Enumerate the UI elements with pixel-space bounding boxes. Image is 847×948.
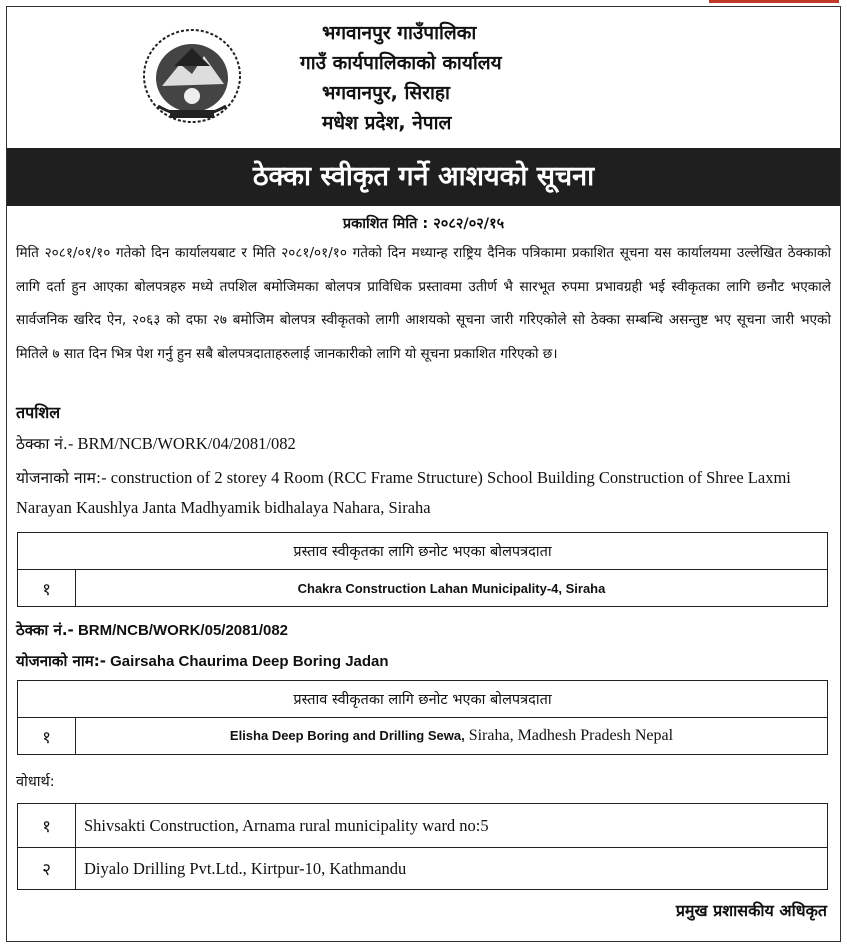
top-accent-line <box>709 0 839 3</box>
project-name-label: योजनाको नाम:- <box>16 469 107 487</box>
municipality-name: भगवानपुर गाउँपालिका <box>322 22 477 44</box>
project-name-label: योजनाको नाम:- <box>16 652 106 670</box>
bodhartha-table <box>17 803 828 890</box>
row-number: १ <box>18 804 76 848</box>
published-date: प्रकाशित मिति : २०८२/०२/१५ <box>342 216 505 232</box>
row-number: १ <box>18 570 76 607</box>
nepal-government-emblem <box>140 26 245 126</box>
contract1-project <box>16 463 831 523</box>
table-header-row <box>18 533 828 570</box>
notice-title-banner: ठेक्का स्वीकृत गर्ने आशयको सूचना <box>7 148 840 206</box>
project-name-value: Gairsaha Chaurima Deep Boring Jadan <box>105 653 389 670</box>
contract-number-value: BRM/NCB/WORK/04/2081/082 <box>73 434 296 453</box>
row-number: १ <box>18 718 76 755</box>
recipient-name: Diyalo Drilling Pvt.Ltd., Kirtpur-10, Kathmandu <box>76 848 828 890</box>
office-name: गाउँ कार्यपालिकाको कार्यालय <box>300 52 502 74</box>
project-name-value: construction of 2 storey 4 Room (RCC Frame Structure) School Building Construction of Shree Laxmi Narayan Kaushlya Janta Madhyamik bidhalaya Nahara, Siraha <box>16 468 791 517</box>
table-row <box>18 570 828 607</box>
contract1-bidder-table <box>17 532 828 607</box>
notice-body: मिति २०८१/०१/१० गतेको दिन कार्यालयबाट र मिति २०८१/०१/१० गतेको दिन मध्यान्ह राष्ट्रिय दैनिक पत्रिकामा प्रकाशित सूचना यस कार्यालयमा उल्लेखित ठेक्काको लागि दर्ता हुन आएका बोलपत्रहरु मध्ये तपशिल बमोजिमका बोलपत्र प्राविधिक प्रस्तावमा उतीर्ण भै सारभूत रुपमा प्रभावग्रही भई स्वीकृतका लागि छनौट भएकाले सार्वजनिक खरिद ऐन, २०६३ को दफा २७ बमोजिम बोलपत्र स्वीकृतको लागी आशयको सूचना जारी गरिएकोले सो ठेक्का सम्बन्धि असन्तुष्ट भए सूचना जारी भएको मितिले ७ सात दिन भित्र पेश गर्नु हुन सबै बोलपत्रदाताहरुलाई जानकारीको लागि यो सूचना प्रकाशित गरिएको छ। <box>16 245 831 362</box>
table-header: प्रस्ताव स्वीकृतका लागि छनोट भएका बोलपत्रदाता <box>18 533 828 570</box>
recipient-name: Shivsakti Construction, Arnama rural municipality ward no:5 <box>76 804 828 848</box>
table-row <box>18 848 828 890</box>
bidder-name <box>76 718 828 755</box>
table-header: प्रस्ताव स्वीकृतका लागि छनोट भएका बोलपत्रदाता <box>18 681 828 718</box>
table-row <box>18 804 828 848</box>
table-header-row <box>18 681 828 718</box>
province-country: मधेश प्रदेश, नेपाल <box>322 112 452 134</box>
contract-number-value: BRM/NCB/WORK/05/2081/082 <box>73 622 289 639</box>
office-header <box>300 18 620 138</box>
contract-number-label: ठेक्का नं.- <box>16 435 74 453</box>
contract1-number <box>16 432 831 456</box>
bodhartha-label: वोधार्थ: <box>16 774 55 790</box>
bidder-address: Siraha, Madhesh Pradesh Nepal <box>464 727 674 744</box>
signoff-title: प्रमुख प्रशासकीय अधिकृत <box>675 901 827 920</box>
office-location: भगवानपुर, सिराहा <box>322 82 450 104</box>
contract2-project <box>16 649 831 674</box>
contract2-bidder-table <box>17 680 828 755</box>
bidder-name-bold: Elisha Deep Boring and Drilling Sewa, <box>229 728 465 743</box>
section-title: तपशिल <box>16 403 61 422</box>
row-number: २ <box>18 848 76 890</box>
contract-number-label: ठेक्का नं.- <box>16 621 74 639</box>
contract2-number <box>16 618 831 643</box>
bidder-name: Chakra Construction Lahan Municipality-4, Siraha <box>76 570 828 607</box>
table-row <box>18 718 828 755</box>
